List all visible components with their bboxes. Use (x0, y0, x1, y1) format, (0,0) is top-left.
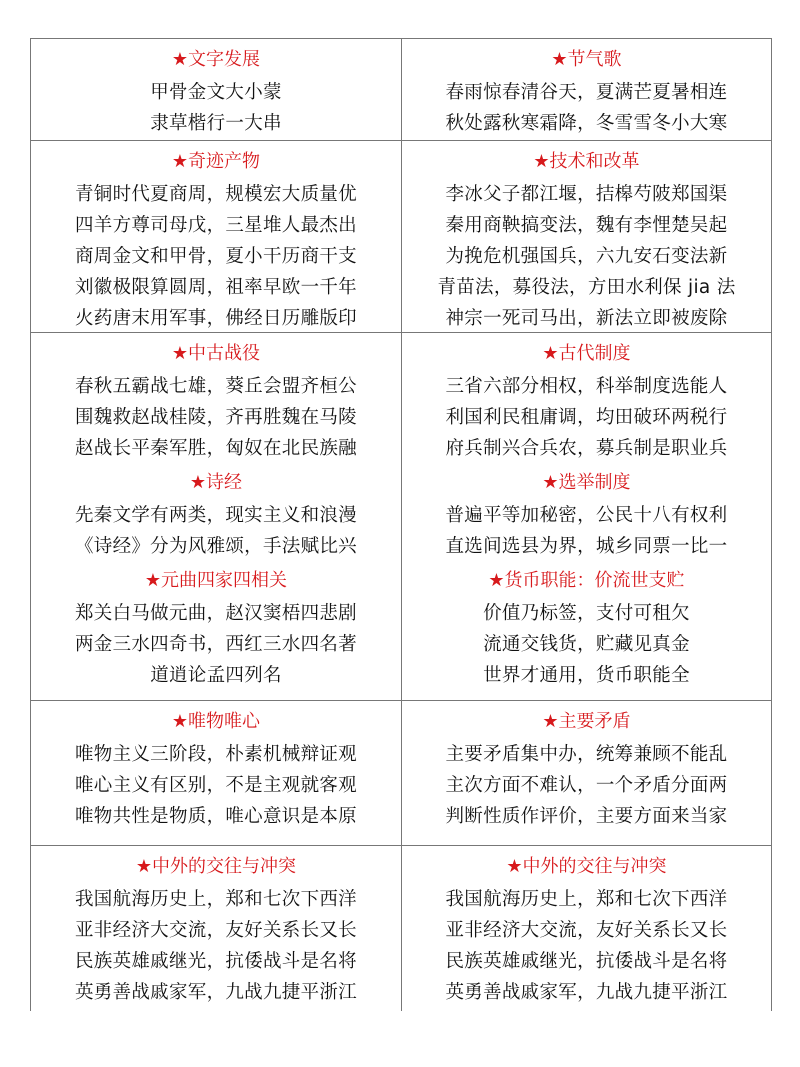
verse-line: 甲骨金文大小蒙 (150, 82, 282, 103)
verse-line: 主次方面不难认，一个矛盾分面两 (445, 775, 728, 796)
verse-line: 唯物共性是物质，唯心意识是本原 (74, 806, 357, 827)
section-title: ★元曲四家四相关 (144, 570, 288, 591)
verse-line: 秋处露秋寒霜降，冬雪雪冬小大寒 (445, 113, 728, 134)
section-title: ★奇迹产物 (171, 151, 261, 172)
mnemonic-section (445, 707, 727, 832)
section-title: ★节气歌 (551, 49, 622, 70)
table-row (30, 701, 772, 846)
mnemonic-table (30, 38, 772, 1011)
verse-line: 为挽危机强国兵，六九安石变法新 (445, 246, 728, 267)
verse-line: 亚非经济大交流，友好关系长又长 (445, 920, 728, 941)
verse-line: 刘徽极限算圆周，祖率早欧一千年 (74, 277, 357, 298)
mnemonic-section (75, 852, 357, 1008)
verse-line: 流通交钱货，贮藏见真金 (483, 634, 690, 655)
table-cell-right (401, 39, 772, 140)
section-title: ★主要矛盾 (542, 711, 631, 732)
section-title: ★中外的交往与冲突 (135, 856, 297, 877)
mnemonic-section (445, 852, 727, 1008)
table-row (30, 846, 772, 1011)
verse-line: 普遍平等加秘密，公民十八有权利 (445, 505, 728, 526)
verse-line: 三省六部分相权，科举制度选能人 (445, 376, 728, 397)
verse-line: 神宗一死司马出，新法立即被废除 (445, 308, 728, 329)
mnemonic-section (445, 468, 727, 562)
mnemonic-section (445, 45, 727, 139)
verse-line: 府兵制兴合兵农，募兵制是职业兵 (445, 438, 728, 459)
verse-line: 青铜时代夏商周，规模宏大质量优 (74, 184, 357, 205)
verse-line: 我国航海历史上，郑和七次下西洋 (74, 889, 357, 910)
section-title: ★技术和改革 (533, 151, 640, 172)
verse-line: 主要矛盾集中办，统筹兼顾不能乱 (445, 744, 728, 765)
section-title: ★诗经 (189, 472, 243, 493)
table-row (30, 39, 772, 141)
mnemonic-section (437, 147, 735, 334)
verse-line: 赵战长平秦军胜，匈奴在北民族融 (74, 438, 357, 459)
verse-line: 亚非经济大交流，友好关系长又长 (74, 920, 357, 941)
verse-line: 我国航海历史上，郑和七次下西洋 (445, 889, 728, 910)
mnemonic-section (445, 339, 727, 464)
table-cell-left (30, 39, 401, 140)
table-cell-right (401, 141, 772, 332)
table-row (30, 141, 772, 333)
mnemonic-section (75, 566, 357, 691)
verse-line: 唯心主义有区别，不是主观就客观 (74, 775, 357, 796)
verse-line: 李冰父子都江堰，拮槔芍陂郑国渠 (445, 184, 728, 205)
verse-line: 商周金文和甲骨，夏小干历商干支 (74, 246, 357, 267)
mnemonic-section (75, 339, 357, 464)
table-cell-left (30, 846, 401, 1011)
verse-line: 火药唐末用军事，佛经日历雕版印 (74, 308, 357, 329)
section-title: ★中古战役 (171, 343, 261, 364)
verse-line: 英勇善战戚家军，九战九捷平浙江 (445, 982, 728, 1003)
verse-line: 利国利民租庸调，均田破环两税行 (445, 407, 728, 428)
table-cell-right (401, 333, 772, 700)
verse-line: 春雨惊春清谷天，夏满芒夏暑相连 (445, 82, 728, 103)
verse-line: 判断性质作评价，主要方面来当家 (445, 806, 728, 827)
verse-line: 隶草楷行一大串 (150, 113, 282, 134)
verse-line: 直选间选县为界，城乡同票一比一 (445, 536, 728, 557)
section-title: ★中外的交往与冲突 (506, 856, 667, 877)
verse-line: 唯物主义三阶段，朴素机械辩证观 (74, 744, 357, 765)
verse-line: 民族英雄戚继光，抗倭战斗是名将 (74, 951, 357, 972)
section-title: ★文字发展 (171, 49, 261, 70)
mnemonic-section (483, 566, 690, 691)
verse-line: 道逍论孟四列名 (150, 665, 282, 686)
verse-line: 价值乃标签，支付可租欠 (483, 603, 690, 624)
verse-line: 郑关白马做元曲，赵汉窦梧四悲剧 (74, 603, 357, 624)
verse-line: 春秋五霸战七雄，葵丘会盟齐桓公 (74, 376, 357, 397)
table-cell-left (30, 141, 401, 332)
mnemonic-section (75, 468, 357, 562)
table-cell-left (30, 333, 401, 700)
verse-line: 世界才通用，货币职能全 (483, 665, 690, 686)
verse-line: 英勇善战戚家军，九战九捷平浙江 (74, 982, 357, 1003)
verse-line: 四羊方尊司母戊，三星堆人最杰出 (74, 215, 357, 236)
verse-line: 民族英雄戚继光，抗倭战斗是名将 (445, 951, 728, 972)
table-row (30, 333, 772, 701)
verse-line: 先秦文学有两类，现实主义和浪漫 (74, 505, 357, 526)
verse-line: 《诗经》分为风雅颂，手法赋比兴 (74, 536, 357, 557)
table-cell-right (401, 701, 772, 845)
section-title: ★选举制度 (542, 472, 631, 493)
verse-line: 青苗法，募役法，方田水利保 jia 法 (437, 277, 736, 298)
table-cell-right (401, 846, 772, 1011)
mnemonic-section (150, 45, 282, 139)
verse-line: 围魏救赵战桂陵，齐再胜魏在马陵 (74, 407, 357, 428)
section-title: ★唯物唯心 (171, 711, 261, 732)
section-title: ★古代制度 (542, 343, 631, 364)
table-cell-left (30, 701, 401, 845)
mnemonic-section (75, 707, 357, 832)
verse-line: 秦用商鞅搞变法，魏有李悝楚吴起 (445, 215, 728, 236)
verse-line: 两金三水四奇书，西红三水四名著 (74, 634, 357, 655)
mnemonic-section (75, 147, 357, 334)
section-title: ★货币职能：价流世支贮 (488, 570, 685, 591)
